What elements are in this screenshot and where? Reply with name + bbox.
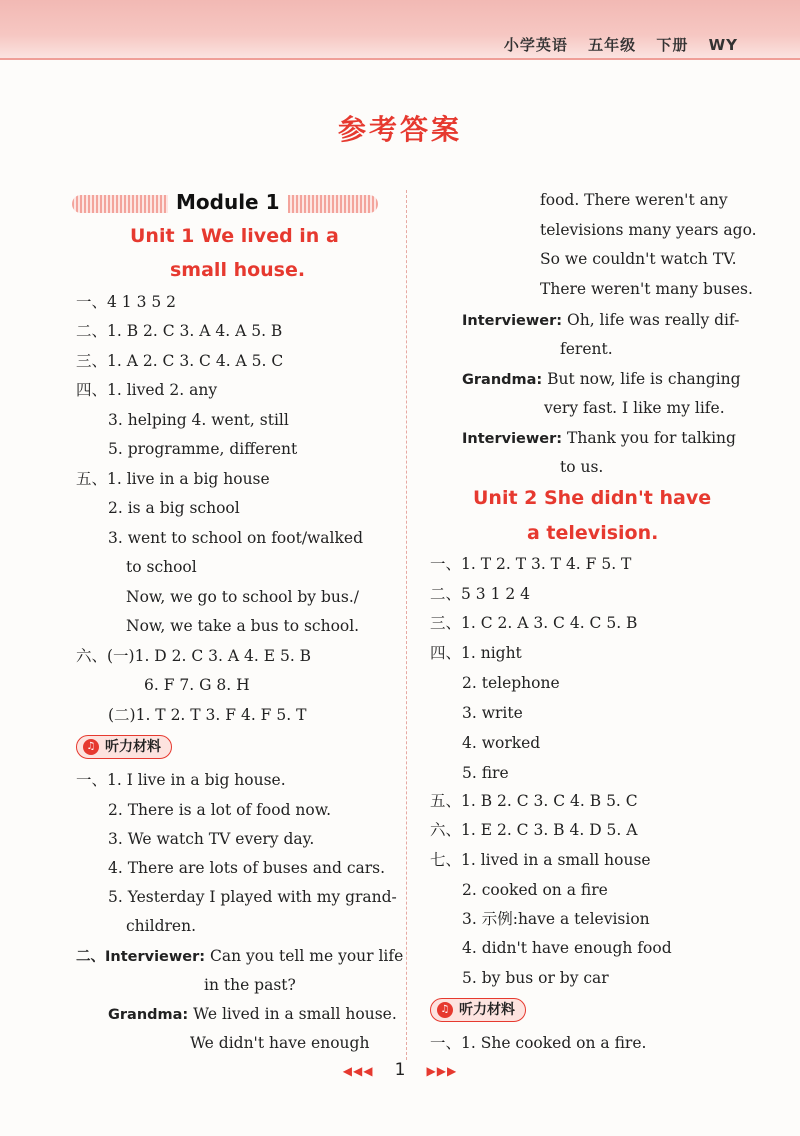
answer-u2-q1: 一、1. T 2. T 3. T 4. F 5. T: [430, 555, 632, 573]
listening-l2-line4: We didn't have enough: [190, 1034, 370, 1052]
dialogue-line-r6: ferent.: [560, 340, 613, 358]
speaker-interviewer: Interviewer:: [462, 431, 563, 447]
tag-label: 听力材料: [105, 739, 161, 755]
answer-u2-q7-line4: 4. didn't have enough food: [462, 939, 672, 957]
edition: WY: [708, 36, 738, 54]
speaker-interviewer: 二、Interviewer:: [76, 949, 206, 965]
answer-u2-q4-line3: 3. write: [462, 704, 523, 722]
dialogue-line-r9: [462, 428, 736, 449]
answer-q5-line2: 2. is a big school: [108, 499, 240, 517]
right-arrows-icon: ▶▶▶: [426, 1064, 458, 1078]
answer-q6-line2: 6. F 7. G 8. H: [144, 676, 250, 694]
answer-q5-line6: Now, we take a bus to school.: [126, 617, 360, 635]
listening-material-tag: [430, 998, 526, 1022]
answer-u2-q6: 六、1. E 2. C 3. B 4. D 5. A: [430, 821, 638, 839]
listening-l2-line2: in the past?: [204, 976, 296, 994]
left-arrows-icon: ◀◀◀: [342, 1064, 374, 1078]
listening-l1-line6: children.: [126, 917, 196, 935]
answer-q5-line4: to school: [126, 558, 197, 576]
answer-q5-line5: Now, we go to school by bus./: [126, 588, 359, 606]
page-title: 参考答案: [337, 113, 462, 146]
listening-l1-line2: 2. There is a lot of food now.: [108, 801, 332, 819]
column-divider: [406, 190, 407, 1060]
answer-u2-q4-line4: 4. worked: [462, 734, 541, 752]
answer-u2-q5: 五、1. B 2. C 3. C 4. B 5. C: [430, 792, 638, 810]
tag-label: 听力材料: [459, 1002, 515, 1018]
dialogue-line-r1: food. There weren't any: [540, 191, 728, 209]
unit2-heading-line2: a television.: [527, 522, 659, 544]
answer-q6-line1: 六、(一)1. D 2. C 3. A 4. E 5. B: [76, 647, 312, 665]
dialogue-text: We lived in a small house.: [193, 1005, 397, 1023]
dialogue-line-r8: very fast. I like my life.: [544, 399, 725, 417]
dialogue-text: But now, life is changing: [547, 370, 741, 388]
page-number: 1: [394, 1060, 406, 1080]
answer-u2-q4-line2: 2. telephone: [462, 674, 560, 692]
answer-q5-line1: 五、1. live in a big house: [76, 470, 270, 488]
unit2-heading-line1: Unit 2 She didn't have: [473, 487, 712, 509]
dialogue-line-r7: [462, 369, 741, 390]
answer-u2-q7-line5: 5. by bus or by car: [462, 969, 609, 987]
dialogue-line-r3: So we couldn't watch TV.: [540, 250, 737, 268]
listening-l1-line3: 3. We watch TV every day.: [108, 830, 315, 848]
dialogue-line-r10: to us.: [560, 458, 604, 476]
headphones-icon: ♫: [437, 1002, 453, 1018]
book-info: [490, 34, 738, 55]
dialogue-text: Can you tell me your life: [210, 947, 404, 965]
answer-q1: 一、4 1 3 5 2: [76, 293, 177, 311]
dialogue-text: Thank you for talking: [567, 429, 736, 447]
answer-q3: 三、1. A 2. C 3. C 4. A 5. C: [76, 352, 284, 370]
term: 下册: [656, 36, 689, 54]
dialogue-line-r4: There weren't many buses.: [540, 280, 753, 298]
answer-u2-q4-line1: 四、1. night: [430, 644, 522, 662]
page-footer: [0, 1060, 800, 1080]
answer-u2-q2: 二、5 3 1 2 4: [430, 585, 531, 603]
listening-l1-line1: 一、1. I live in a big house.: [76, 771, 286, 789]
answer-u2-q7-line1: 七、1. lived in a small house: [430, 851, 651, 869]
answer-q4-line2: 3. helping 4. went, still: [108, 411, 289, 429]
answer-u2-q4-line5: 5. fire: [462, 764, 509, 782]
grade: 五年级: [588, 36, 637, 54]
answer-q2: 二、1. B 2. C 3. A 4. A 5. B: [76, 322, 283, 340]
listening-l1-line5: 5. Yesterday I played with my grand-: [108, 888, 397, 906]
answer-q6-line3: (二)1. T 2. T 3. F 4. F 5. T: [108, 706, 307, 724]
listening-l2-line1: [76, 946, 403, 967]
headphones-icon: ♫: [83, 739, 99, 755]
answer-q4-line3: 5. programme, different: [108, 440, 298, 458]
listening-u2-line1: 一、1. She cooked on a fire.: [430, 1034, 647, 1052]
listening-l2-line3: [108, 1004, 397, 1025]
subject: 小学英语: [503, 36, 568, 54]
answer-u2-q7-line3: 3. 示例:have a television: [462, 910, 650, 928]
dialogue-line-r2: televisions many years ago.: [540, 221, 757, 239]
answer-q4-line1: 四、1. lived 2. any: [76, 381, 218, 399]
unit1-heading-line2: small house.: [170, 259, 306, 281]
unit1-heading-line1: Unit 1 We lived in a: [130, 225, 339, 247]
answer-q5-line3: 3. went to school on foot/walked: [108, 529, 363, 547]
dialogue-line-r5: [462, 310, 739, 331]
answer-u2-q7-line2: 2. cooked on a fire: [462, 881, 608, 899]
answer-u2-q3: 三、1. C 2. A 3. C 4. C 5. B: [430, 614, 638, 632]
listening-l1-line4: 4. There are lots of buses and cars.: [108, 859, 386, 877]
speaker-grandma: Grandma:: [108, 1007, 189, 1023]
module-label: Module 1: [168, 190, 288, 214]
listening-material-tag: [76, 735, 172, 759]
speaker-grandma: Grandma:: [462, 372, 543, 388]
dialogue-text: Oh, life was really dif-: [567, 311, 740, 329]
speaker-interviewer: Interviewer:: [462, 313, 563, 329]
